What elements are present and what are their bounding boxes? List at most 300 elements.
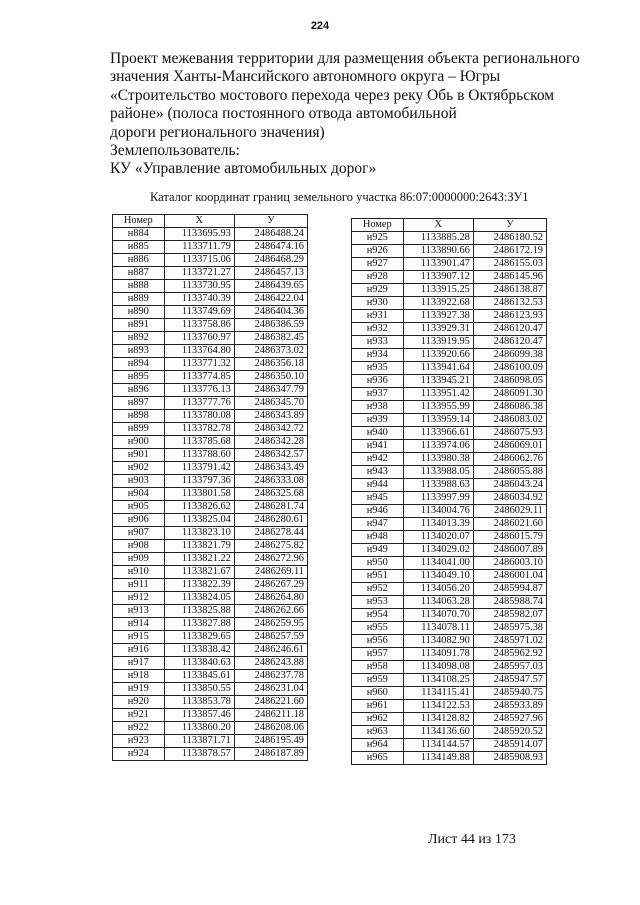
x-coordinate-cell: 1133788.60 [164,449,234,462]
point-number-cell: н888 [113,280,165,293]
point-number-cell: н885 [113,241,165,254]
point-number-cell: н889 [113,293,165,306]
y-coordinate-cell: 2486345.70 [234,397,307,410]
header-line: «Строительство мостового перехода через реку Обь в Октябрьском [110,86,555,104]
x-coordinate-cell: 1134091.78 [403,648,473,661]
y-coordinate-cell: 2485994.87 [473,583,546,596]
y-coordinate-cell: 2486333.08 [234,475,307,488]
y-coordinate-cell: 2486145.96 [473,271,546,284]
x-coordinate-cell: 1134149.88 [403,752,473,765]
y-coordinate-cell: 2486086.38 [473,401,546,414]
y-coordinate-cell: 2486155.03 [473,258,546,271]
column-header-y: У [473,219,546,232]
y-coordinate-cell: 2485962.92 [473,648,546,661]
table-row [113,527,308,540]
point-number-cell: н929 [352,284,404,297]
table-row [113,358,308,371]
y-coordinate-cell: 2486043.24 [473,479,546,492]
y-coordinate-cell: 2486029.11 [473,505,546,518]
y-coordinate-cell: 2486281.74 [234,501,307,514]
table-row [352,414,547,427]
table-row [352,622,547,635]
table-row [113,722,308,735]
point-number-cell: н905 [113,501,165,514]
table-row [352,375,547,388]
point-number-cell: н961 [352,700,404,713]
table-row [352,271,547,284]
point-number-cell: н946 [352,505,404,518]
y-coordinate-cell: 2486373.02 [234,345,307,358]
x-coordinate-cell: 1133721.27 [164,267,234,280]
y-coordinate-cell: 2486007.89 [473,544,546,557]
y-coordinate-cell: 2486246.61 [234,644,307,657]
x-coordinate-cell: 1133822.39 [164,579,234,592]
y-coordinate-cell: 2485982.07 [473,609,546,622]
point-number-cell: н899 [113,423,165,436]
point-number-cell: н897 [113,397,165,410]
y-coordinate-cell: 2486208.06 [234,722,307,735]
point-number-cell: н949 [352,544,404,557]
table-row [113,475,308,488]
table-row [113,683,308,696]
table-row [352,245,547,258]
x-coordinate-cell: 1133980.38 [403,453,473,466]
point-number-cell: н930 [352,297,404,310]
point-number-cell: н965 [352,752,404,765]
y-coordinate-cell: 2486272.96 [234,553,307,566]
table-row [352,362,547,375]
x-coordinate-cell: 1133988.63 [403,479,473,492]
point-number-cell: н958 [352,661,404,674]
column-header-y: У [234,215,307,228]
y-coordinate-cell: 2486180.52 [473,232,546,245]
x-coordinate-cell: 1133782.78 [164,423,234,436]
table-row [113,280,308,293]
point-number-cell: н906 [113,514,165,527]
x-coordinate-cell: 1133758.86 [164,319,234,332]
point-number-cell: н934 [352,349,404,362]
point-number-cell: н901 [113,449,165,462]
y-coordinate-cell: 2485988.74 [473,596,546,609]
point-number-cell: н963 [352,726,404,739]
table-row [352,726,547,739]
x-coordinate-cell: 1134049.10 [403,570,473,583]
table-row [113,579,308,592]
y-coordinate-cell: 2486356.18 [234,358,307,371]
y-coordinate-cell: 2486264.80 [234,592,307,605]
table-row [113,540,308,553]
x-coordinate-cell: 1133776.13 [164,384,234,397]
y-coordinate-cell: 2486259.95 [234,618,307,631]
table-row [113,657,308,670]
x-coordinate-cell: 1133715.06 [164,254,234,267]
y-coordinate-cell: 2486262.66 [234,605,307,618]
table-row [352,232,547,245]
table-row [113,345,308,358]
y-coordinate-cell: 2486343.49 [234,462,307,475]
point-number-cell: н956 [352,635,404,648]
table-row [113,397,308,410]
coordinates-table-right [351,218,547,765]
point-number-cell: н921 [113,709,165,722]
point-number-cell: н894 [113,358,165,371]
x-coordinate-cell: 1133966.61 [403,427,473,440]
column-header-x: X [403,219,473,232]
table-row [352,453,547,466]
table-header-row [113,215,308,228]
x-coordinate-cell: 1133821.67 [164,566,234,579]
table-row [113,254,308,267]
x-coordinate-cell: 1134115.41 [403,687,473,700]
table-row [352,583,547,596]
table-row [113,332,308,345]
x-coordinate-cell: 1134078.11 [403,622,473,635]
y-coordinate-cell: 2486468.29 [234,254,307,267]
x-coordinate-cell: 1134136.60 [403,726,473,739]
x-coordinate-cell: 1133853.78 [164,696,234,709]
point-number-cell: н917 [113,657,165,670]
point-number-cell: н948 [352,531,404,544]
x-coordinate-cell: 1133945.21 [403,375,473,388]
table-row [113,384,308,397]
header-line: КУ «Управление автомобильных дорог» [110,160,377,178]
point-number-cell: н964 [352,739,404,752]
x-coordinate-cell: 1133922.68 [403,297,473,310]
y-coordinate-cell: 2486100.09 [473,362,546,375]
table-row [352,284,547,297]
y-coordinate-cell: 2485920.52 [473,726,546,739]
table-row [352,323,547,336]
x-coordinate-cell: 1134004.76 [403,505,473,518]
y-coordinate-cell: 2486120.47 [473,323,546,336]
y-coordinate-cell: 2486123.93 [473,310,546,323]
y-coordinate-cell: 2486422.04 [234,293,307,306]
x-coordinate-cell: 1134041.00 [403,557,473,570]
point-number-cell: н942 [352,453,404,466]
y-coordinate-cell: 2486404.36 [234,306,307,319]
x-coordinate-cell: 1133695.93 [164,228,234,241]
point-number-cell: н887 [113,267,165,280]
table-row [352,752,547,765]
x-coordinate-cell: 1133838.42 [164,644,234,657]
y-coordinate-cell: 2486098.05 [473,375,546,388]
y-coordinate-cell: 2486347.79 [234,384,307,397]
point-number-cell: н915 [113,631,165,644]
table-row [113,488,308,501]
point-number-cell: н908 [113,540,165,553]
table-row [113,618,308,631]
x-coordinate-cell: 1133878.57 [164,748,234,761]
table-row [113,436,308,449]
table-row [352,518,547,531]
x-coordinate-cell: 1133780.08 [164,410,234,423]
x-coordinate-cell: 1133915.25 [403,284,473,297]
header-line: значения Ханты-Мансийского автономного округа – Югры [110,68,501,86]
x-coordinate-cell: 1134056.20 [403,583,473,596]
x-coordinate-cell: 1133801.58 [164,488,234,501]
point-number-cell: н936 [352,375,404,388]
point-number-cell: н937 [352,388,404,401]
x-coordinate-cell: 1133907.12 [403,271,473,284]
x-coordinate-cell: 1133871.71 [164,735,234,748]
x-coordinate-cell: 1133840.63 [164,657,234,670]
y-coordinate-cell: 2486003.10 [473,557,546,570]
y-coordinate-cell: 2485933.89 [473,700,546,713]
point-number-cell: н941 [352,440,404,453]
x-coordinate-cell: 1134063.28 [403,596,473,609]
table-row [352,570,547,583]
point-number-cell: н922 [113,722,165,735]
x-coordinate-cell: 1133821.22 [164,553,234,566]
y-coordinate-cell: 2486231.04 [234,683,307,696]
point-number-cell: н953 [352,596,404,609]
point-number-cell: н957 [352,648,404,661]
point-number-cell: н907 [113,527,165,540]
table-row [352,440,547,453]
y-coordinate-cell: 2486221.60 [234,696,307,709]
point-number-cell: н902 [113,462,165,475]
column-header-x: X [164,215,234,228]
x-coordinate-cell: 1133826.62 [164,501,234,514]
x-coordinate-cell: 1133771.32 [164,358,234,371]
point-number-cell: н927 [352,258,404,271]
point-number-cell: н918 [113,670,165,683]
table-row [352,739,547,752]
x-coordinate-cell: 1134108.25 [403,674,473,687]
x-coordinate-cell: 1134098.08 [403,661,473,674]
x-coordinate-cell: 1133827.88 [164,618,234,631]
x-coordinate-cell: 1133777.76 [164,397,234,410]
y-coordinate-cell: 2486099.38 [473,349,546,362]
y-coordinate-cell: 2486382.45 [234,332,307,345]
point-number-cell: н940 [352,427,404,440]
y-coordinate-cell: 2486091.30 [473,388,546,401]
x-coordinate-cell: 1133920.66 [403,349,473,362]
table-row [352,674,547,687]
table-row [113,566,308,579]
x-coordinate-cell: 1133927.38 [403,310,473,323]
x-coordinate-cell: 1133825.04 [164,514,234,527]
table-row [113,319,308,332]
header-line: дороги регионального значения) [110,123,325,141]
x-coordinate-cell: 1134020.07 [403,531,473,544]
point-number-cell: н939 [352,414,404,427]
y-coordinate-cell: 2486138.87 [473,284,546,297]
y-coordinate-cell: 2485971.02 [473,635,546,648]
table-row [352,596,547,609]
y-coordinate-cell: 2486015.79 [473,531,546,544]
table-row [113,553,308,566]
x-coordinate-cell: 1133929.31 [403,323,473,336]
header-line: районе» (полоса постоянного отвода автомобильной [110,105,457,123]
y-coordinate-cell: 2486075.93 [473,427,546,440]
table-row [113,228,308,241]
table-row [352,544,547,557]
x-coordinate-cell: 1134144.57 [403,739,473,752]
table-row [113,241,308,254]
x-coordinate-cell: 1133730.95 [164,280,234,293]
table-row [352,427,547,440]
y-coordinate-cell: 2486172.19 [473,245,546,258]
point-number-cell: н903 [113,475,165,488]
x-coordinate-cell: 1133797.36 [164,475,234,488]
point-number-cell: н926 [352,245,404,258]
y-coordinate-cell: 2486280.61 [234,514,307,527]
table-row [352,336,547,349]
point-number-cell: н952 [352,583,404,596]
y-coordinate-cell: 2486439.65 [234,280,307,293]
point-number-cell: н944 [352,479,404,492]
x-coordinate-cell: 1133823.10 [164,527,234,540]
point-number-cell: н932 [352,323,404,336]
table-row [113,267,308,280]
point-number-cell: н895 [113,371,165,384]
table-row [113,371,308,384]
table-row [352,648,547,661]
point-number-cell: н919 [113,683,165,696]
table-row [113,514,308,527]
point-number-cell: н935 [352,362,404,375]
point-number-cell: н913 [113,605,165,618]
table-row [113,501,308,514]
point-number-cell: н950 [352,557,404,570]
column-header-number: Номер [352,219,404,232]
table-row [113,306,308,319]
x-coordinate-cell: 1133955.99 [403,401,473,414]
header-line: Землепользователь: [110,142,240,160]
table-row [113,709,308,722]
point-number-cell: н943 [352,466,404,479]
x-coordinate-cell: 1133845.61 [164,670,234,683]
page-number: 224 [310,20,330,32]
y-coordinate-cell: 2486342.28 [234,436,307,449]
point-number-cell: н900 [113,436,165,449]
y-coordinate-cell: 2486342.72 [234,423,307,436]
table-row [352,687,547,700]
table-row [113,293,308,306]
point-number-cell: н931 [352,310,404,323]
y-coordinate-cell: 2485975.38 [473,622,546,635]
point-number-cell: н896 [113,384,165,397]
sheet-footer: Лист 44 из 173 [428,832,516,847]
x-coordinate-cell: 1134070.70 [403,609,473,622]
x-coordinate-cell: 1133860.20 [164,722,234,735]
x-coordinate-cell: 1134122.53 [403,700,473,713]
y-coordinate-cell: 2486257.59 [234,631,307,644]
table-row [352,713,547,726]
point-number-cell: н924 [113,748,165,761]
y-coordinate-cell: 2486350.10 [234,371,307,384]
table-row [352,388,547,401]
y-coordinate-cell: 2486055.88 [473,466,546,479]
point-number-cell: н904 [113,488,165,501]
table-row [113,696,308,709]
table-row [113,449,308,462]
point-number-cell: н910 [113,566,165,579]
x-coordinate-cell: 1133974.06 [403,440,473,453]
point-number-cell: н892 [113,332,165,345]
y-coordinate-cell: 2486278.44 [234,527,307,540]
point-number-cell: н938 [352,401,404,414]
table-row [352,661,547,674]
y-coordinate-cell: 2486021.60 [473,518,546,531]
x-coordinate-cell: 1133959.14 [403,414,473,427]
point-number-cell: н955 [352,622,404,635]
y-coordinate-cell: 2486267.29 [234,579,307,592]
point-number-cell: н912 [113,592,165,605]
y-coordinate-cell: 2486083.02 [473,414,546,427]
point-number-cell: н923 [113,735,165,748]
x-coordinate-cell: 1134013.39 [403,518,473,531]
x-coordinate-cell: 1133760.97 [164,332,234,345]
project-header [110,50,580,179]
table-row [352,505,547,518]
x-coordinate-cell: 1133850.55 [164,683,234,696]
y-coordinate-cell: 2486457.13 [234,267,307,280]
table-header-row [352,219,547,232]
point-number-cell: н909 [113,553,165,566]
point-number-cell: н960 [352,687,404,700]
y-coordinate-cell: 2486325.68 [234,488,307,501]
y-coordinate-cell: 2486211.18 [234,709,307,722]
point-number-cell: н916 [113,644,165,657]
y-coordinate-cell: 2486342.57 [234,449,307,462]
point-number-cell: н886 [113,254,165,267]
y-coordinate-cell: 2486237.78 [234,670,307,683]
table-row [352,401,547,414]
x-coordinate-cell: 1133825.88 [164,605,234,618]
x-coordinate-cell: 1133941.64 [403,362,473,375]
x-coordinate-cell: 1133988.05 [403,466,473,479]
x-coordinate-cell: 1133885.28 [403,232,473,245]
table-row [113,410,308,423]
y-coordinate-cell: 2485957.03 [473,661,546,674]
y-coordinate-cell: 2486001.04 [473,570,546,583]
table-row [113,592,308,605]
table-row [352,349,547,362]
table-row [352,557,547,570]
column-header-number: Номер [113,215,165,228]
x-coordinate-cell: 1133791.42 [164,462,234,475]
point-number-cell: н898 [113,410,165,423]
x-coordinate-cell: 1133951.42 [403,388,473,401]
table-row [113,644,308,657]
point-number-cell: н890 [113,306,165,319]
table-row [352,609,547,622]
x-coordinate-cell: 1133764.80 [164,345,234,358]
x-coordinate-cell: 1133824.05 [164,592,234,605]
y-coordinate-cell: 2485927.96 [473,713,546,726]
x-coordinate-cell: 1133785.68 [164,436,234,449]
table-row [113,423,308,436]
x-coordinate-cell: 1133997.99 [403,492,473,505]
y-coordinate-cell: 2486069.01 [473,440,546,453]
table-row [352,531,547,544]
point-number-cell: н951 [352,570,404,583]
x-coordinate-cell: 1133890.66 [403,245,473,258]
coordinates-table-left [112,214,308,761]
point-number-cell: н925 [352,232,404,245]
y-coordinate-cell: 2486132.53 [473,297,546,310]
x-coordinate-cell: 1134029.02 [403,544,473,557]
point-number-cell: н933 [352,336,404,349]
point-number-cell: н893 [113,345,165,358]
table-row [352,466,547,479]
point-number-cell: н911 [113,579,165,592]
point-number-cell: н914 [113,618,165,631]
point-number-cell: н920 [113,696,165,709]
x-coordinate-cell: 1133919.95 [403,336,473,349]
